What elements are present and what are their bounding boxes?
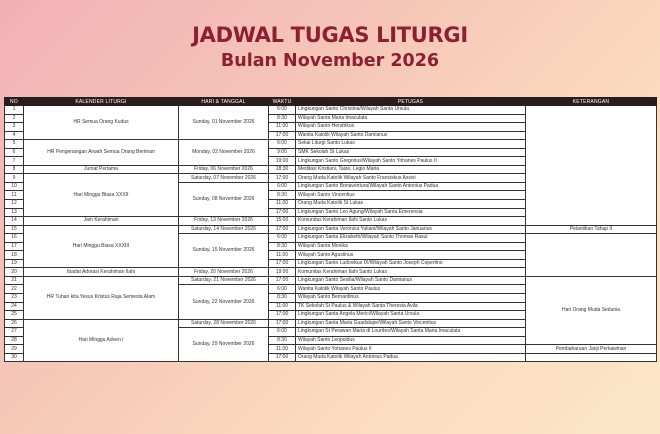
waktu-cell: 17:00 — [269, 174, 296, 183]
row-number: 6 — [5, 148, 24, 157]
waktu-cell: 6:00 — [269, 182, 296, 191]
row-number: 5 — [5, 140, 24, 149]
row-number: 3 — [5, 123, 24, 132]
page-title: JADWAL TUGAS LITURGI — [192, 23, 468, 47]
row-number: 15 — [5, 225, 24, 234]
petugas-cell: Orang Muda Katolik Wilayah Santo Fransiskus Assisi — [296, 174, 526, 183]
waktu-cell: 8:30 — [269, 191, 296, 200]
waktu-cell: 17:00 — [269, 276, 296, 285]
row-number: 20 — [5, 268, 24, 277]
petugas-cell: TK Sekolah St Paulus & Wilayah Santa Theresia Avila — [296, 302, 526, 311]
kalender-cell: Hari Minggu Biasa XXXIII — [24, 225, 179, 268]
petugas-cell: Sekai Liturgi Santo Lukas — [296, 140, 526, 149]
petugas-cell: Wilayah Santo Vincentius — [296, 191, 526, 200]
waktu-cell: 8:30 — [269, 114, 296, 123]
hari-tanggal-cell: Saturday, 07 November 2026 — [179, 174, 269, 183]
waktu-cell: 17:00 — [269, 208, 296, 217]
keterangan-cell: Hari Orang Muda Sedunia — [526, 276, 657, 344]
column-header-kalender: KALENDER LITURGI — [24, 98, 179, 106]
waktu-cell: 11:00 — [269, 345, 296, 354]
waktu-cell: 17:00 — [269, 259, 296, 268]
petugas-cell: Wilayah Santo Bernardinus — [296, 294, 526, 303]
row-number: 25 — [5, 311, 24, 320]
kalender-cell: Jumat Pertama — [24, 165, 179, 174]
row-number: 17 — [5, 242, 24, 251]
kalender-cell: HR Pengenangan Arwah Semua Orang Beriman — [24, 140, 179, 166]
waktu-cell: 18:30 — [269, 165, 296, 174]
kalender-cell: Jam Kerahiman — [24, 217, 179, 226]
row-number: 8 — [5, 165, 24, 174]
row-number: 1 — [5, 106, 24, 115]
row-number: 30 — [5, 353, 24, 362]
petugas-cell: Orang Muda Katolik Wilayah Antonius Padua — [296, 353, 526, 362]
keterangan-cell: Pembaharuan Janji Perkawinan — [526, 345, 657, 354]
waktu-cell: 6:00 — [269, 106, 296, 115]
row-number: 11 — [5, 191, 24, 200]
keterangan-cell — [526, 353, 657, 362]
hari-tanggal-cell: Friday, 13 November 2026 — [179, 217, 269, 226]
page-subtitle: Bulan November 2026 — [220, 51, 440, 71]
table-header-row — [5, 98, 657, 106]
hari-tanggal-cell: Saturday, 14 November 2026 — [179, 225, 269, 234]
waktu-cell: 19:00 — [269, 268, 296, 277]
row-number: 24 — [5, 302, 24, 311]
hari-tanggal-cell: Friday, 06 November 2026 — [179, 165, 269, 174]
row-number: 26 — [5, 319, 24, 328]
petugas-cell: Wilayah Santa Maria Imaculata — [296, 114, 526, 123]
petugas-cell: Lingkungan Santo Christina/Wilayah Santa Ursula — [296, 106, 526, 115]
column-header-keterangan: KETERANGAN — [526, 98, 657, 106]
kalender-cell: Hari Minggu Adven I — [24, 319, 179, 362]
petugas-cell: Komunitas Kerahiman Ilahi Santo Lukas — [296, 268, 526, 277]
keterangan-cell — [526, 234, 657, 277]
row-number: 22 — [5, 285, 24, 294]
petugas-cell: Lingkungan St Perawan Maria di Lourdes/Wilayah Santa Maria Imaculata — [296, 328, 526, 337]
hari-tanggal-cell: Sunday, 08 November 2026 — [179, 182, 269, 216]
petugas-cell: Lingkungan Santo Leo Agung/Wilayah Santa Emerensia — [296, 208, 526, 217]
row-number: 13 — [5, 208, 24, 217]
waktu-cell: 6:00 — [269, 328, 296, 337]
kalender-cell: HR Semua Orang Kudus — [24, 106, 179, 140]
row-number: 28 — [5, 336, 24, 345]
column-header-hari: HARI & TANGGAL — [179, 98, 269, 106]
kalender-cell: Ibadat Adorasi Kerahiman Ilahi — [24, 268, 179, 277]
petugas-cell: Lingkungan Santa Maria Guadalupe/Wilayah Santo Vincentius — [296, 319, 526, 328]
waktu-cell: 17:00 — [269, 311, 296, 320]
waktu-cell: 6:00 — [269, 140, 296, 149]
petugas-cell: Lingkungan Santo Sesilia/Wilayah Santo Damianus — [296, 276, 526, 285]
waktu-cell: 6:00 — [269, 234, 296, 243]
petugas-cell: Wanita Katolik Wilayah Santo Paulus — [296, 285, 526, 294]
row-number: 2 — [5, 114, 24, 123]
row-number: 12 — [5, 200, 24, 209]
waktu-cell: 8:30 — [269, 294, 296, 303]
row-number: 21 — [5, 276, 24, 285]
schedule-table — [4, 97, 657, 362]
table-row — [5, 106, 657, 115]
petugas-cell: Orang Muda Katolik St Lukas — [296, 200, 526, 209]
petugas-cell: Wilayah Santo Hendrikus — [296, 123, 526, 132]
row-number: 18 — [5, 251, 24, 260]
page-header — [0, 22, 660, 72]
petugas-cell: SMK Sekolah St Lukas — [296, 148, 526, 157]
column-header-no: NO — [5, 98, 24, 106]
hari-tanggal-cell: Saturday, 28 November 2026 — [179, 319, 269, 328]
hari-tanggal-cell: Sunday, 01 November 2026 — [179, 106, 269, 140]
row-number: 14 — [5, 217, 24, 226]
row-number: 10 — [5, 182, 24, 191]
petugas-cell: Lingkungan Santo Gregorius/Wilayah Santo Yohanes Paulus II — [296, 157, 526, 166]
hari-tanggal-cell: Saturday, 21 November 2026 — [179, 276, 269, 285]
row-number: 9 — [5, 174, 24, 183]
waktu-cell: 11:00 — [269, 302, 296, 311]
petugas-cell: Wilayah Santa Monika — [296, 242, 526, 251]
row-number: 19 — [5, 259, 24, 268]
hari-tanggal-cell: Sunday, 29 November 2026 — [179, 328, 269, 362]
waktu-cell: 8:30 — [269, 336, 296, 345]
keterangan-cell — [526, 106, 657, 226]
petugas-cell: Komunitas Kerahiman Ilahi Santo Lukas — [296, 217, 526, 226]
waktu-cell: 19:00 — [269, 157, 296, 166]
row-number: 16 — [5, 234, 24, 243]
column-header-waktu: WAKTU — [269, 98, 296, 106]
petugas-cell: Wilayah Santo Leopoldus — [296, 336, 526, 345]
waktu-cell: 17:00 — [269, 131, 296, 140]
hari-tanggal-cell: Sunday, 22 November 2026 — [179, 285, 269, 319]
row-number: 27 — [5, 328, 24, 337]
petugas-cell: Lingkungan Santa Elizabeth/Wilayah Santo Thomas Rasul — [296, 234, 526, 243]
petugas-cell: Lingkungan Santo Ludovikus IX/Wilayah Santo Joseph Copertino — [296, 259, 526, 268]
keterangan-cell: Pelantikan Tahap II — [526, 225, 657, 234]
row-number: 29 — [5, 345, 24, 354]
row-number: 4 — [5, 131, 24, 140]
waktu-cell: 8:30 — [269, 242, 296, 251]
petugas-cell: Wilayah Santo Yohanes Paulus II — [296, 345, 526, 354]
petugas-cell: Lingkungan Santa Angela Merici/Wilayah Santa Ursula — [296, 311, 526, 320]
kalender-cell: HR Tuhan kita Yesus Kristus Raja Semesta Alam — [24, 276, 179, 319]
waktu-cell: 6:00 — [269, 285, 296, 294]
petugas-cell: Wanita Katolik Wilayah Santo Damianus — [296, 131, 526, 140]
waktu-cell: 11:00 — [269, 200, 296, 209]
column-header-petugas: PETUGAS — [296, 98, 526, 106]
hari-tanggal-cell: Friday, 20 November 2026 — [179, 268, 269, 277]
row-number: 7 — [5, 157, 24, 166]
petugas-cell: Lingkungan Santa Veronica Yuliani/Wilayah Santo Januarius — [296, 225, 526, 234]
waktu-cell: 15:00 — [269, 217, 296, 226]
row-number: 23 — [5, 294, 24, 303]
waktu-cell: 17:00 — [269, 353, 296, 362]
table-row — [5, 276, 657, 285]
hari-tanggal-cell: Monday, 02 November 2026 — [179, 140, 269, 166]
waktu-cell: 17:00 — [269, 319, 296, 328]
petugas-cell: Lingkungan Santo Bonaventura/Wilayah Santo Antonius Padua — [296, 182, 526, 191]
waktu-cell: 11:00 — [269, 251, 296, 260]
waktu-cell: 17:00 — [269, 225, 296, 234]
waktu-cell: 11:00 — [269, 123, 296, 132]
petugas-cell: Wilayah Santo Agustinus — [296, 251, 526, 260]
waktu-cell: 9:00 — [269, 148, 296, 157]
table-row — [5, 225, 657, 234]
table-body — [5, 106, 657, 362]
petugas-cell: Meditasi Kristiani, Taize, Legio Maria — [296, 165, 526, 174]
kalender-cell: Hari Minggu Biasa XXXII — [24, 174, 179, 217]
hari-tanggal-cell: Sunday, 15 November 2026 — [179, 234, 269, 268]
